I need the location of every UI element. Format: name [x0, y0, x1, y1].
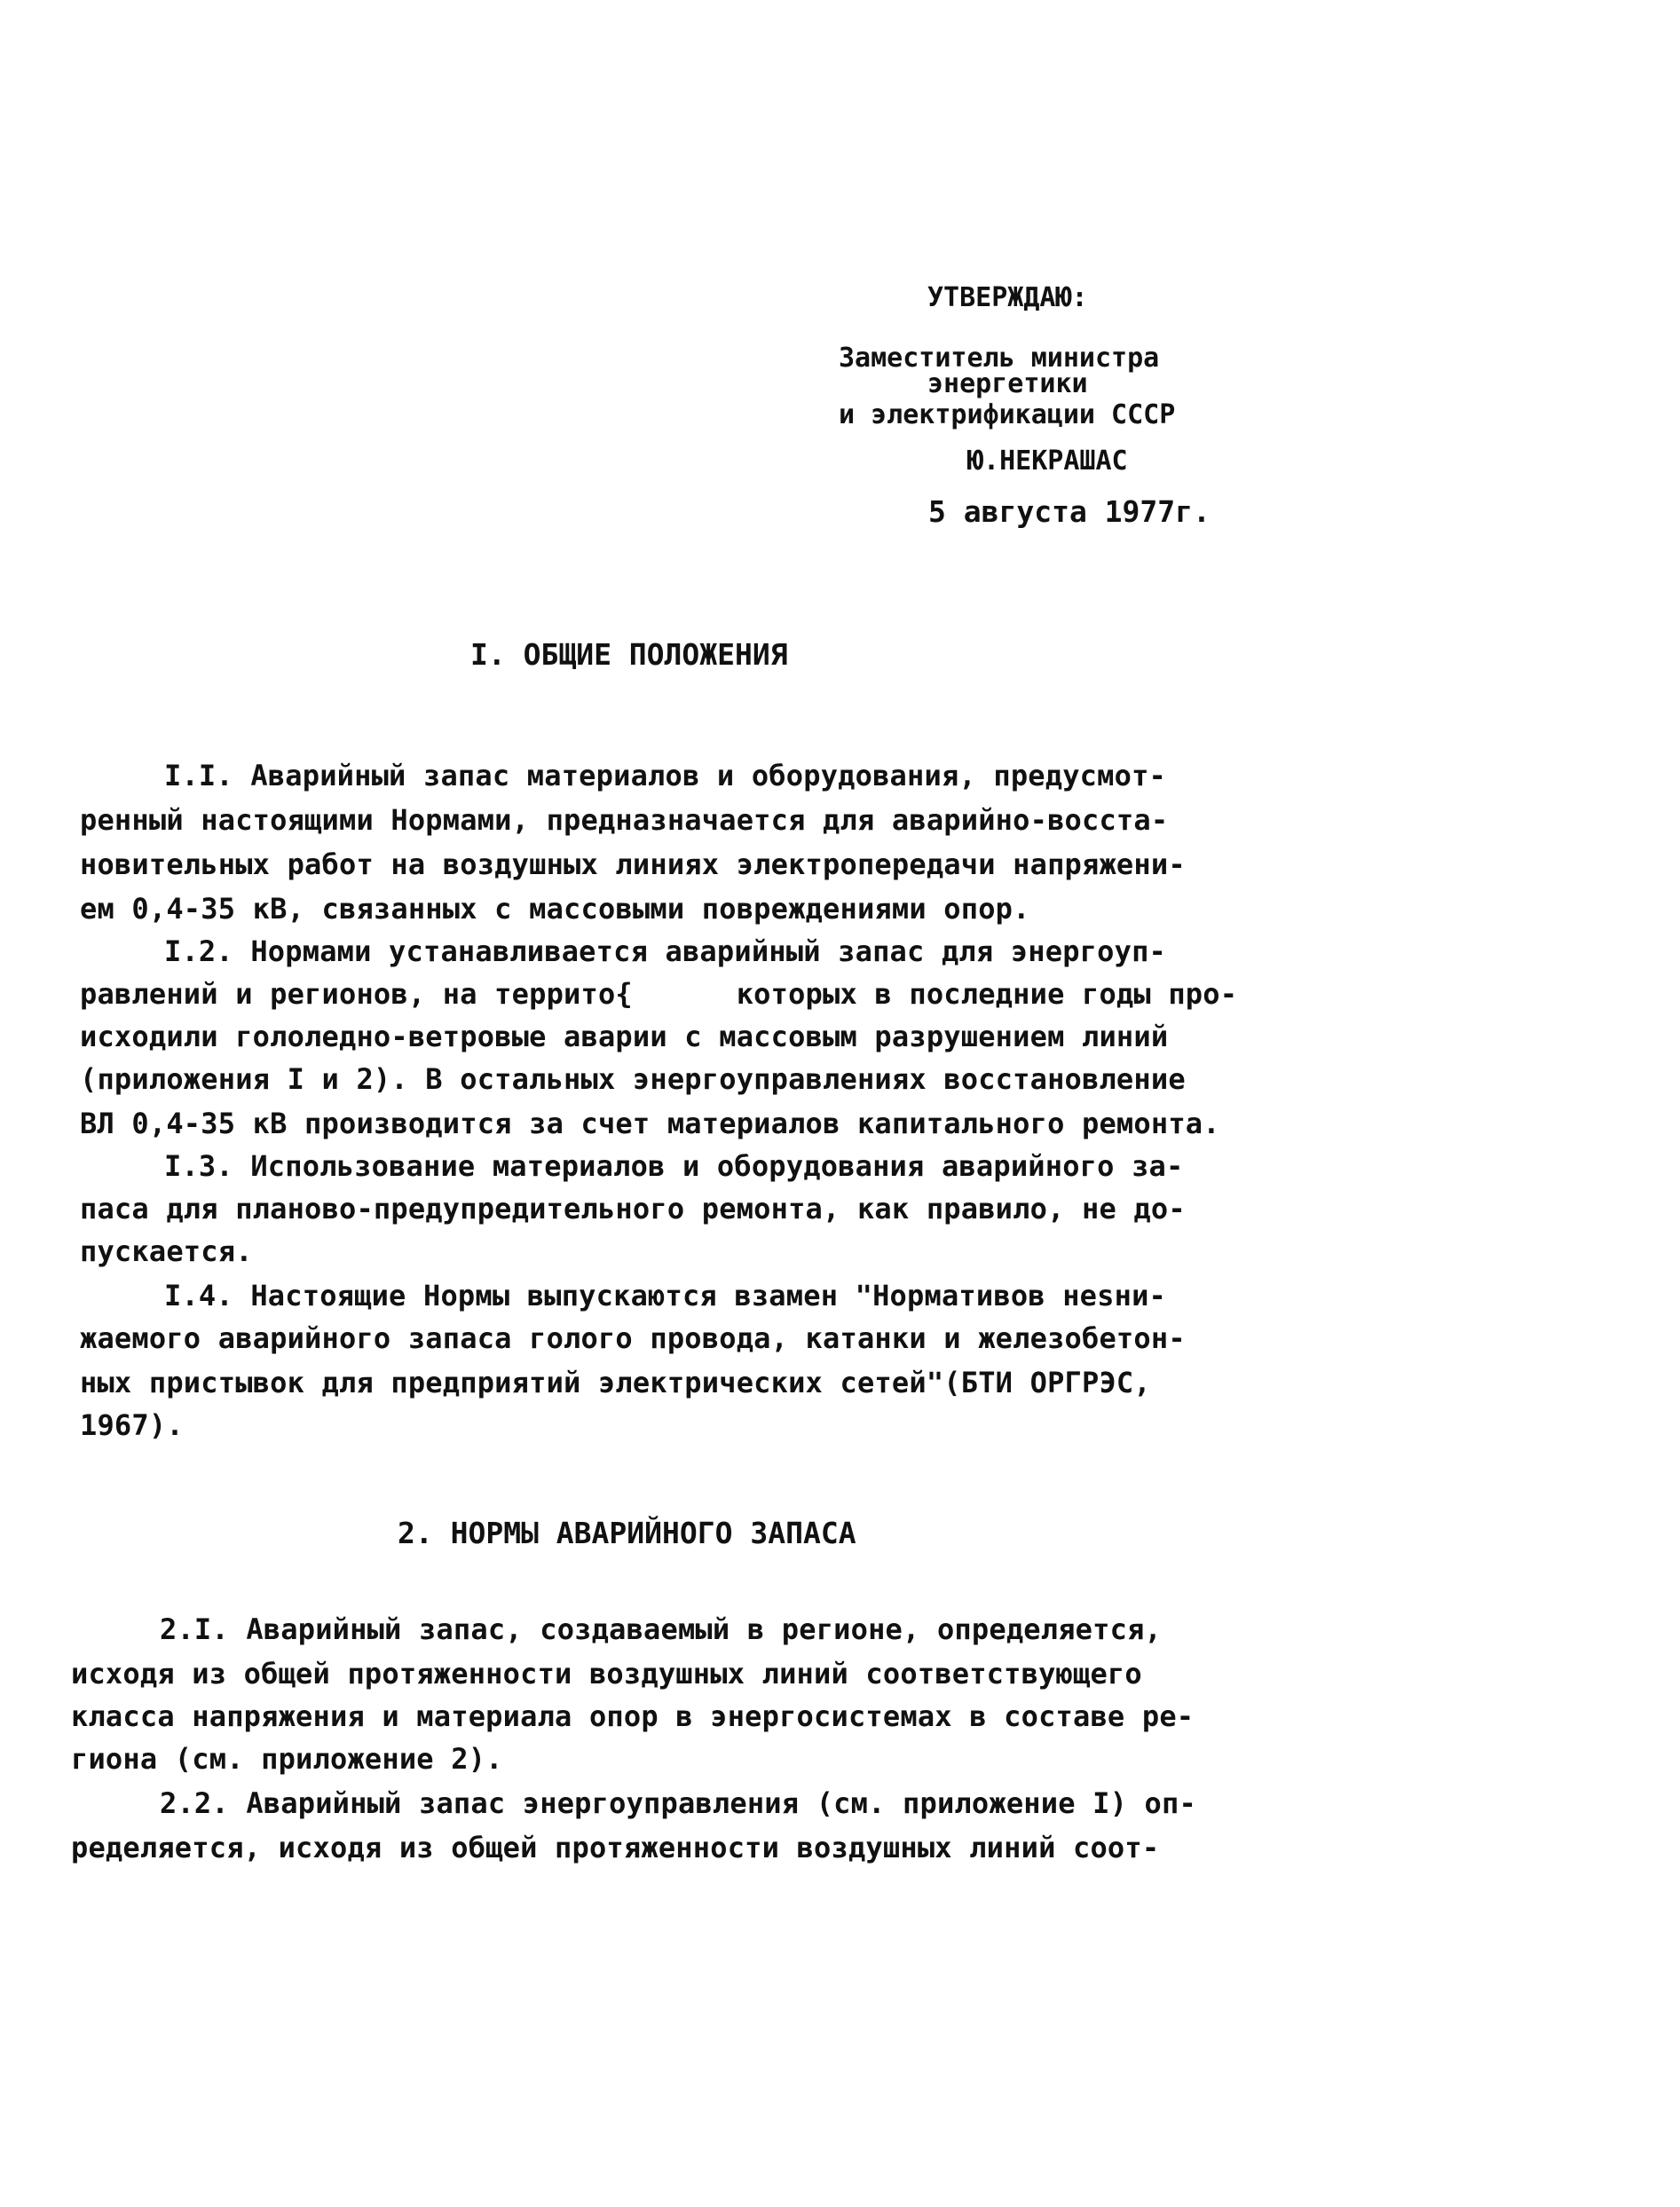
- section1-heading: I. ОБЩИЕ ПОЛОЖЕНИЯ: [470, 637, 788, 672]
- approval-position-line1: Заместитель министра: [839, 343, 1160, 374]
- section2-line: ределяется, исходя из общей протяженности воздушных линий соот-: [71, 1831, 1160, 1864]
- section1-line: I.4. Настоящие Нормы выпускаются взамен "Нормативов неsни-: [164, 1279, 1167, 1312]
- approval-position-line3: и электрификации СССР: [839, 399, 1176, 430]
- section1-line: ных пристывок для предприятий электрических сетей"(БТИ ОРГРЭС,: [80, 1366, 1151, 1399]
- section2-line: 2.I. Аварийный запас, создаваемый в регионе, определяется,: [160, 1612, 1163, 1646]
- section1-line: новительных работ на воздушных линиях электропередачи напряжени-: [80, 847, 1186, 881]
- section2-line: 2.2. Аварийный запас энергоуправления (см. приложение I) оп-: [160, 1786, 1196, 1820]
- section1-line: ВЛ 0,4-35 кВ производится за счет материалов капитального ремонта.: [80, 1107, 1220, 1140]
- section1-line: 1967).: [80, 1408, 184, 1442]
- section2-heading: 2. НОРМЫ АВАРИЙНОГО ЗАПАСА: [398, 1516, 856, 1550]
- section1-line: равлений и регионов, на террито{ которых в последние годы про-: [80, 977, 1238, 1011]
- approval-position-line2: энергетики: [927, 368, 1088, 399]
- approval-date: 5 августа 1977г.: [928, 494, 1211, 529]
- section1-line: I.3. Использование материалов и оборудования аварийного за-: [164, 1149, 1184, 1183]
- approval-signatory-name: Ю.НЕКРАШАС: [967, 445, 1128, 477]
- section1-line: I.I. Аварийный запас материалов и оборудования, предусмот-: [164, 759, 1167, 792]
- approval-header: УТВЕРЖДАЮ:: [927, 282, 1088, 313]
- section1-line: исходили гололедно-ветровые аварии с массовым разрушением линий: [80, 1020, 1169, 1053]
- section1-line: I.2. Нормами устанавливается аварийный запас для энергоуп-: [164, 934, 1167, 968]
- section2-line: класса напряжения и материала опор в энергосистемах в составе ре-: [71, 1699, 1195, 1733]
- section2-line: гиона (см. приложение 2).: [71, 1742, 503, 1776]
- section1-line: ем 0,4-35 кВ, связанных с массовыми повреждениями опор.: [80, 892, 1030, 926]
- section1-line: пускается.: [80, 1234, 253, 1268]
- section1-line: (приложения I и 2). В остальных энергоуправлениях восстановление: [80, 1062, 1186, 1096]
- section1-line: паса для планово-предупредительного ремонта, как правило, не до-: [80, 1192, 1186, 1226]
- section1-line: ренный настоящими Нормами, предназначается для аварийно-восста-: [80, 803, 1169, 837]
- section1-line: жаемого аварийного запаса голого провода, катанки и железобетон-: [80, 1321, 1186, 1355]
- section2-line: исходя из общей протяженности воздушных линий соответствующего: [71, 1657, 1142, 1691]
